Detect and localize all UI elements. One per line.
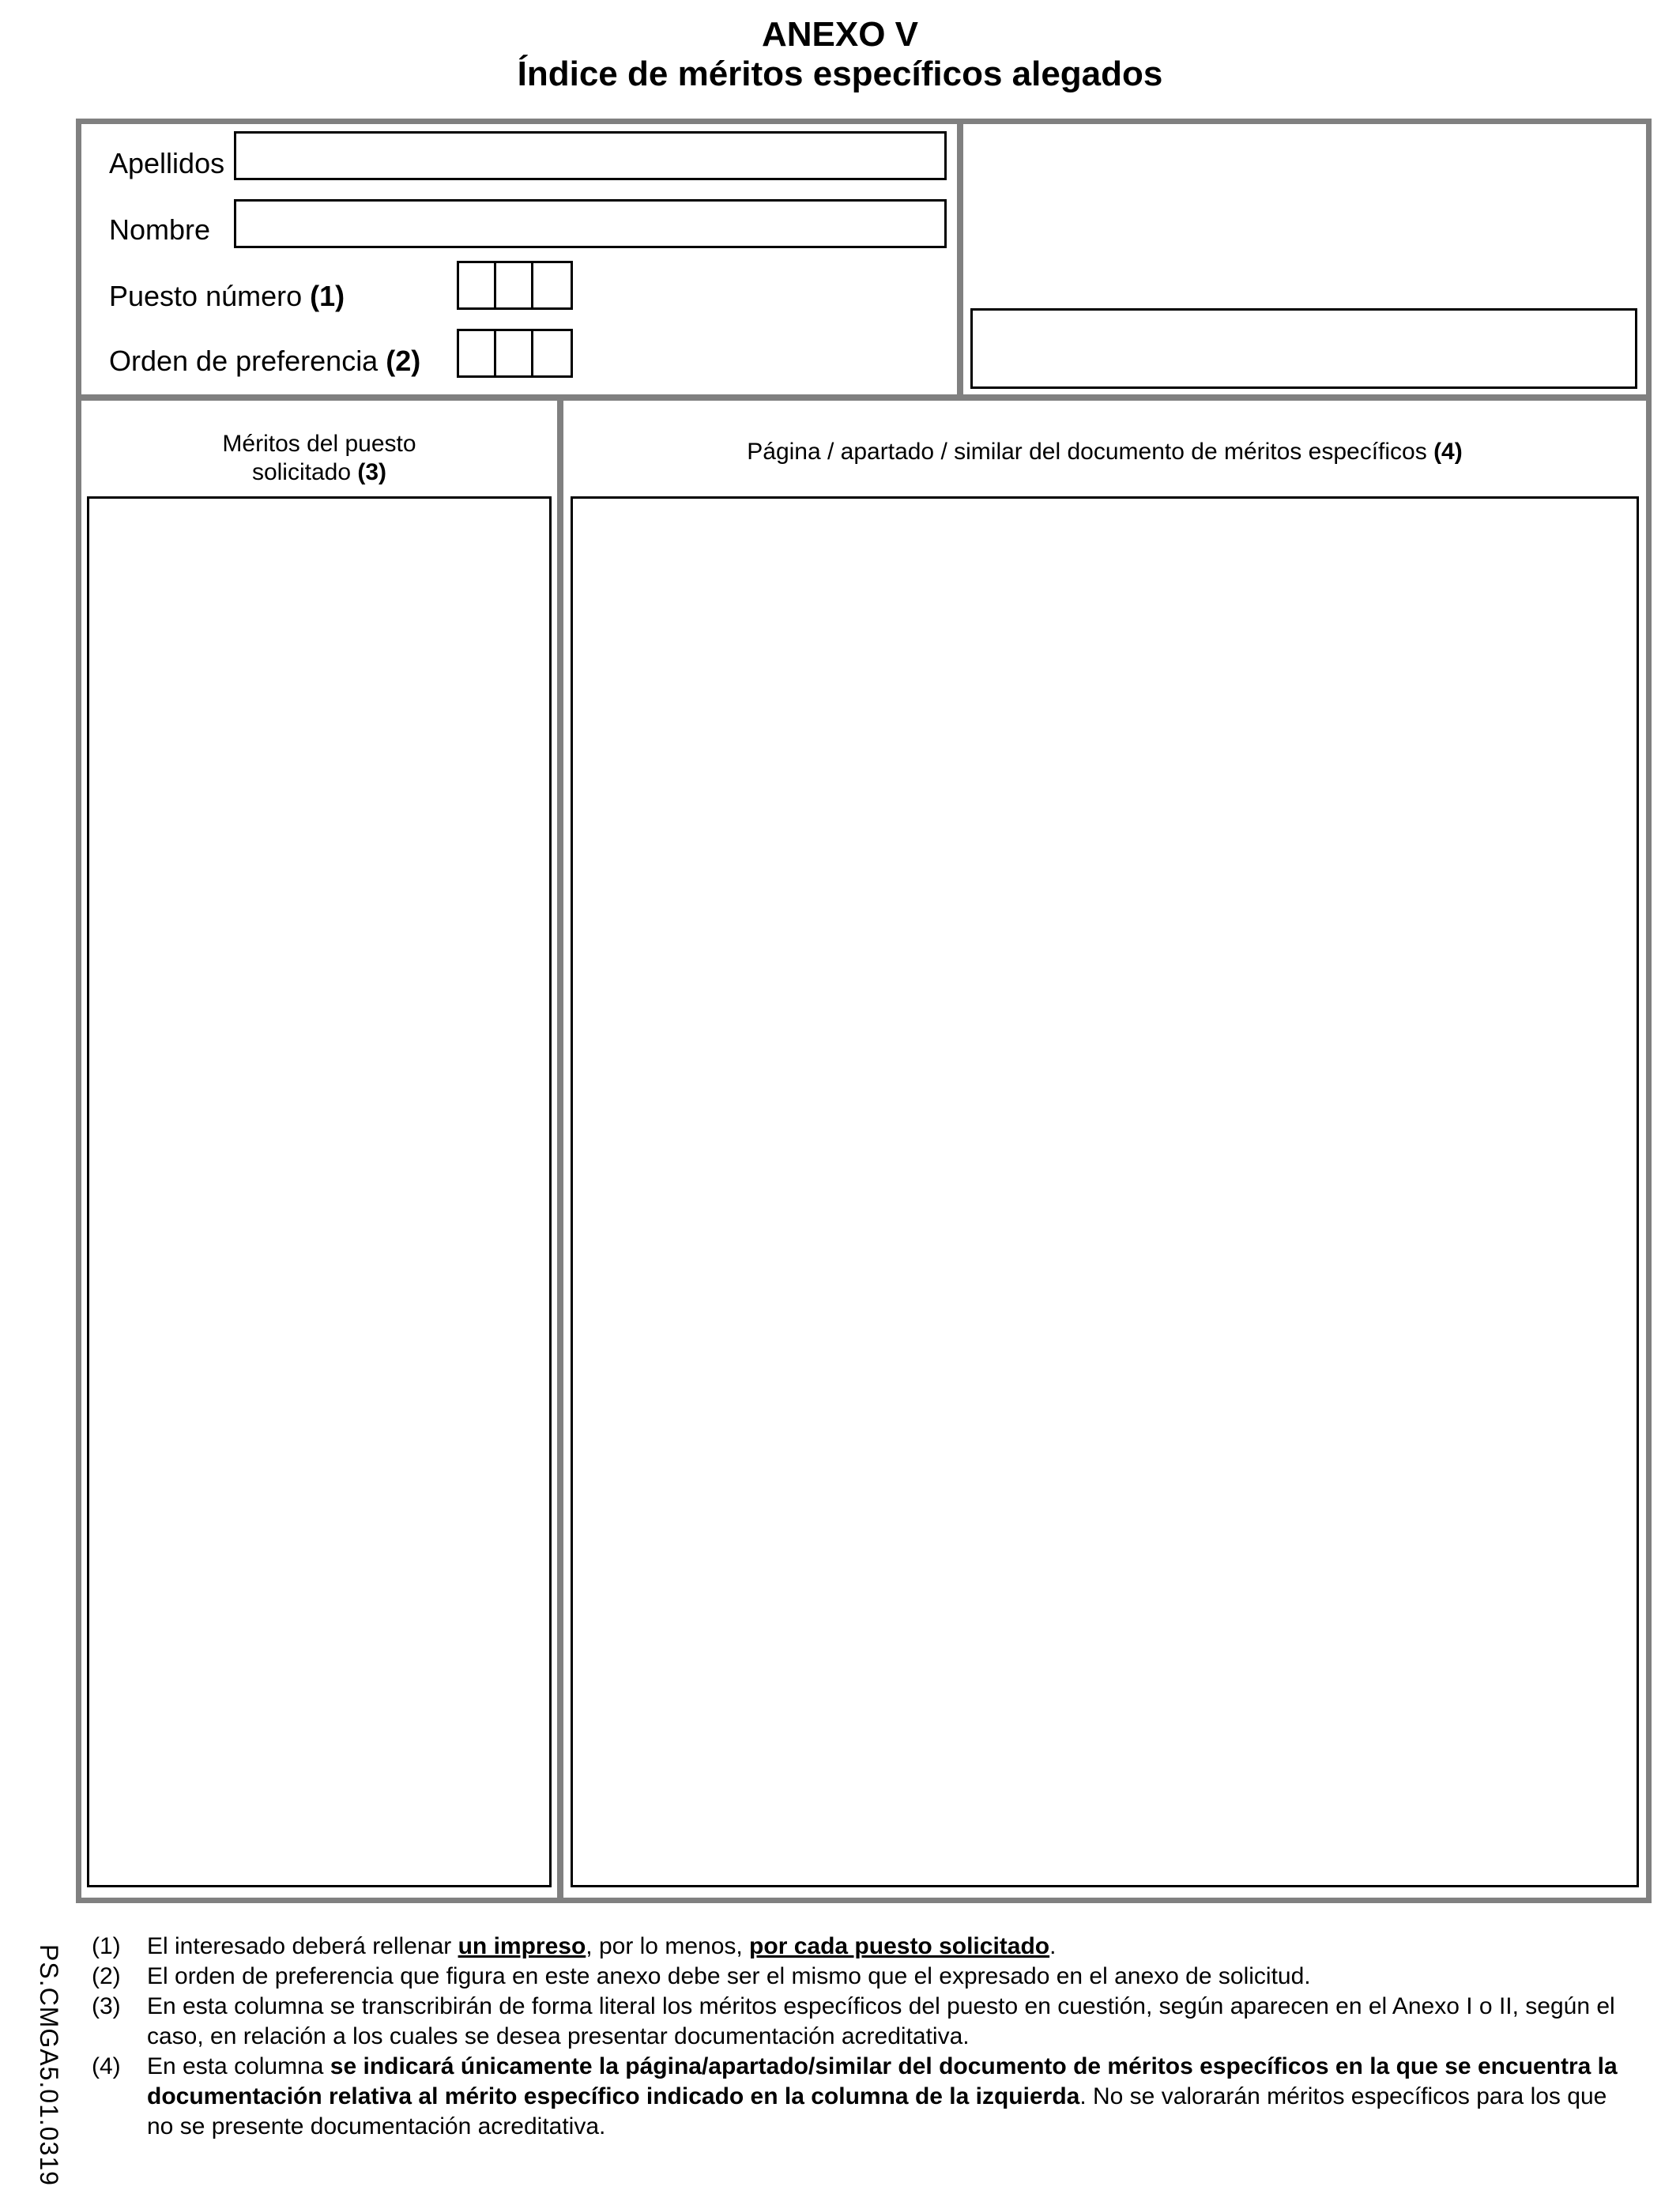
merits-entry-area[interactable] — [87, 496, 552, 1887]
footnote-1-part-c: , por lo menos, — [586, 1933, 750, 1959]
merits-heading-line2 — [87, 458, 552, 487]
footnote-4-part-c: . No se valorarán méritos específicos para los que no se presente documentación acreditativa. — [147, 2083, 1607, 2139]
footnote-4 — [92, 2052, 1633, 2142]
footnote-4-text — [147, 2052, 1633, 2142]
page-reference-note-ref: (4) — [1433, 439, 1463, 465]
footnote-4-emphasis: se indicará únicamente la página/apartado/similar del documento de méritos específicos en la que se encuentra la documentación relativa al mérito específico indicado en la columna de la izquierda — [147, 2053, 1618, 2109]
footnote-1-text — [147, 1932, 1633, 1962]
puesto-digit-1[interactable] — [459, 263, 496, 307]
merits-heading-note-ref: (3) — [357, 459, 387, 485]
puesto-digit-2[interactable] — [496, 263, 533, 307]
orden-digit-3[interactable] — [533, 331, 571, 375]
footnote-2-text: El orden de preferencia que figura en este anexo debe ser el mismo que el expresado en el anexo de solicitud. — [147, 1963, 1311, 1989]
footnote-4-part-a: En esta columna — [147, 2053, 330, 2079]
footnote-3-text: En esta columna se transcribirán de forma literal los méritos específicos del puesto en cuestión, según aparecen en el Anexo I o II, según el caso, en relación a los cuales se desea presentar documentación acreditativa. — [147, 1993, 1615, 2049]
registry-box[interactable] — [970, 308, 1637, 389]
orden-digit-1[interactable] — [459, 331, 496, 375]
merits-column-heading — [87, 430, 552, 487]
page-reference-column-heading — [569, 438, 1640, 466]
footnote-2-number: (2) — [92, 1963, 121, 1989]
page-reference-entry-area[interactable] — [571, 496, 1639, 1887]
apellidos-label: Apellidos — [109, 147, 225, 179]
merits-heading-line1: Méritos del puesto — [222, 431, 416, 457]
orden-preferencia-label — [109, 345, 420, 378]
annex-title: ANEXO V — [761, 15, 919, 54]
footnote-1 — [92, 1932, 1633, 1962]
nombre-field[interactable] — [234, 199, 947, 248]
puesto-numero-label — [109, 280, 345, 313]
orden-preferencia-digit-boxes — [457, 329, 573, 378]
footnote-3 — [92, 1992, 1633, 2052]
footnote-2 — [92, 1962, 1633, 1992]
page-reference-heading-text: Página / apartado / similar del documento de méritos específicos — [747, 439, 1427, 465]
document-code: PS.CMGA5.01.0319 — [35, 1944, 63, 2186]
footnotes — [92, 1932, 1633, 2142]
puesto-digit-3[interactable] — [533, 263, 571, 307]
puesto-numero-digit-boxes — [457, 261, 573, 310]
orden-digit-2[interactable] — [496, 331, 533, 375]
puesto-numero-label-text: Puesto número — [109, 280, 303, 312]
footnote-1-part-a: El interesado deberá rellenar — [147, 1933, 458, 1959]
footnote-1-number: (1) — [92, 1933, 121, 1959]
annex-subtitle: Índice de méritos específicos alegados — [517, 55, 1163, 93]
footnote-1-emphasis-puesto: por cada puesto solicitado — [749, 1933, 1050, 1959]
orden-preferencia-note-ref: (2) — [386, 345, 421, 377]
orden-preferencia-label-text: Orden de preferencia — [109, 345, 379, 377]
merits-heading-text: solicitado — [251, 459, 352, 485]
footnote-1-part-e: . — [1049, 1933, 1057, 1959]
footnote-4-number: (4) — [92, 2053, 121, 2079]
apellidos-field[interactable] — [234, 131, 947, 180]
footnote-1-emphasis-impreso: un impreso — [458, 1933, 586, 1959]
footnote-3-number: (3) — [92, 1993, 121, 2019]
nombre-label: Nombre — [109, 213, 211, 246]
puesto-numero-note-ref: (1) — [310, 280, 345, 312]
